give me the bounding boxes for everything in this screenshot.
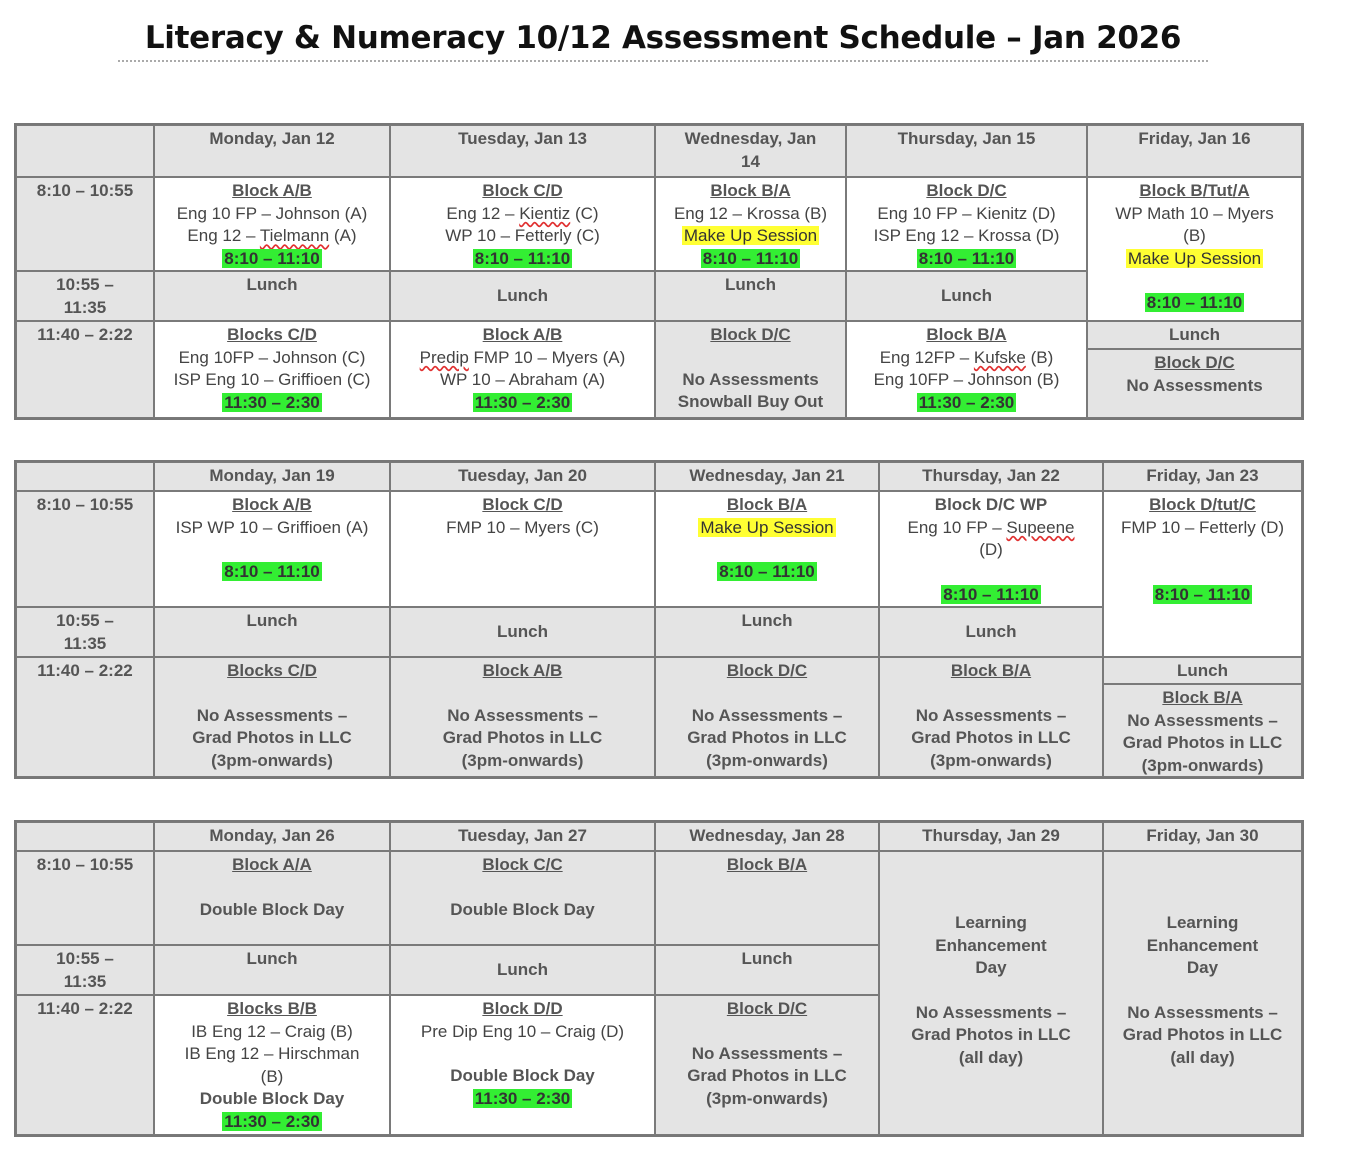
session-cell: Block A/B ISP WP 10 – Griffioen (A) 8:10 – 11:10 [154, 491, 390, 607]
title-divider [118, 60, 1208, 62]
day-header: Wednesday, Jan 28 [655, 822, 879, 851]
time-slot: 11:40 – 2:22 [16, 995, 154, 1135]
session-cell: Block D/D Pre Dip Eng 10 – Craig (D) Double Block Day 11:30 – 2:30 [390, 995, 655, 1135]
learning-enhancement-day-cell: Learning Enhancement Day No Assessments – Grad Photos in LLC (all day) [1103, 851, 1302, 1135]
day-header: Friday, Jan 30 [1103, 822, 1302, 851]
day-header: Friday, Jan 23 [1103, 462, 1302, 491]
session-cell: Block D/C WP Eng 10 FP – Supeene (D) 8:10 – 11:10 [879, 491, 1103, 607]
day-header: Tuesday, Jan 27 [390, 822, 655, 851]
session-cell: Block B/A [655, 851, 879, 945]
session-cell: Block D/C Eng 10 FP – Kienitz (D) ISP Eng 12 – Krossa (D) 8:10 – 11:10 [846, 177, 1087, 271]
lunch-cell: Lunch [390, 607, 655, 657]
time-slot: 10:55 – 11:35 [16, 945, 154, 995]
week-table-3 [14, 820, 1304, 1137]
lunch-cell: Lunch [655, 607, 879, 657]
session-cell: Block A/B Eng 10 FP – Johnson (A) Eng 12 – Tielmann (A) 8:10 – 11:10 [154, 177, 390, 271]
session-cell: Block D/C No Assessments [1087, 349, 1302, 418]
session-cell: Block D/tut/C FMP 10 – Fetterly (D) 8:10 – 11:10 [1103, 491, 1302, 657]
session-cell: Block D/C No Assessments Snowball Buy Out [655, 321, 846, 418]
lunch-cell: Lunch [1087, 321, 1302, 349]
time-slot: 10:55 – 11:35 [16, 271, 154, 321]
session-cell: Block B/A Make Up Session 8:10 – 11:10 [655, 491, 879, 607]
lunch-cell: Lunch [154, 945, 390, 995]
header-corner [16, 822, 154, 851]
page-title: Literacy & Numeracy 10/12 Assessment Schedule – Jan 2026 [144, 20, 1182, 56]
lunch-cell: Lunch [390, 271, 655, 321]
session-cell: Block D/C No Assessments – Grad Photos in LLC (3pm-onwards) [655, 995, 879, 1135]
session-cell: Block A/A Double Block Day [154, 851, 390, 945]
time-slot: 10:55 – 11:35 [16, 607, 154, 657]
session-cell: Block B/A No Assessments – Grad Photos in LLC (3pm-onwards) [1103, 684, 1302, 777]
time-slot: 8:10 – 10:55 [16, 851, 154, 945]
session-cell: Block B/A No Assessments – Grad Photos in LLC (3pm-onwards) [879, 657, 1103, 777]
session-cell: Block C/D FMP 10 – Myers (C) [390, 491, 655, 607]
session-cell: Block B/A Eng 12FP – Kufske (B) Eng 10FP – Johnson (B) 11:30 – 2:30 [846, 321, 1087, 418]
day-header: Monday, Jan 12 [154, 125, 390, 177]
day-header: Wednesday, Jan 21 [655, 462, 879, 491]
lunch-cell: Lunch [655, 945, 879, 995]
time-slot: 11:40 – 2:22 [16, 657, 154, 777]
lunch-cell: Lunch [879, 607, 1103, 657]
day-header: Tuesday, Jan 20 [390, 462, 655, 491]
lunch-cell: Lunch [390, 945, 655, 995]
day-header: Wednesday, Jan 14 [655, 125, 846, 177]
day-header: Tuesday, Jan 13 [390, 125, 655, 177]
session-cell: Blocks C/D No Assessments – Grad Photos in LLC (3pm-onwards) [154, 657, 390, 777]
session-cell: Block C/D Eng 12 – Kientiz (C) WP 10 – Fetterly (C) 8:10 – 11:10 [390, 177, 655, 271]
week-table-1 [14, 123, 1304, 420]
session-cell: Blocks B/B IB Eng 12 – Craig (B) IB Eng 12 – Hirschman (B) Double Block Day 11:30 – 2:30 [154, 995, 390, 1135]
session-cell: Block B/A Eng 12 – Krossa (B) Make Up Session 8:10 – 11:10 [655, 177, 846, 271]
time-slot: 11:40 – 2:22 [16, 321, 154, 418]
session-cell: Block A/B No Assessments – Grad Photos in LLC (3pm-onwards) [390, 657, 655, 777]
session-cell: Block B/Tut/A WP Math 10 – Myers (B) Make Up Session 8:10 – 11:10 [1087, 177, 1302, 321]
learning-enhancement-day-cell: Learning Enhancement Day No Assessments – Grad Photos in LLC (all day) [879, 851, 1103, 1135]
day-header: Monday, Jan 26 [154, 822, 390, 851]
day-header: Friday, Jan 16 [1087, 125, 1302, 177]
day-header: Thursday, Jan 15 [846, 125, 1087, 177]
time-slot: 8:10 – 10:55 [16, 491, 154, 607]
lunch-cell: Lunch [154, 271, 390, 321]
day-header: Thursday, Jan 22 [879, 462, 1103, 491]
session-cell: Block D/C No Assessments – Grad Photos in LLC (3pm-onwards) [655, 657, 879, 777]
header-corner [16, 125, 154, 177]
day-header: Thursday, Jan 29 [879, 822, 1103, 851]
session-cell: Blocks C/D Eng 10FP – Johnson (C) ISP Eng 10 – Griffioen (C) 11:30 – 2:30 [154, 321, 390, 418]
lunch-cell: Lunch [846, 271, 1087, 321]
week-table-2 [14, 460, 1304, 779]
session-cell: Block C/C Double Block Day [390, 851, 655, 945]
lunch-cell: Lunch [655, 271, 846, 321]
day-header: Monday, Jan 19 [154, 462, 390, 491]
lunch-cell: Lunch [154, 607, 390, 657]
time-slot: 8:10 – 10:55 [16, 177, 154, 271]
session-cell: Block A/B Predip FMP 10 – Myers (A) WP 10 – Abraham (A) 11:30 – 2:30 [390, 321, 655, 418]
header-corner [16, 462, 154, 491]
lunch-cell: Lunch [1103, 657, 1302, 684]
